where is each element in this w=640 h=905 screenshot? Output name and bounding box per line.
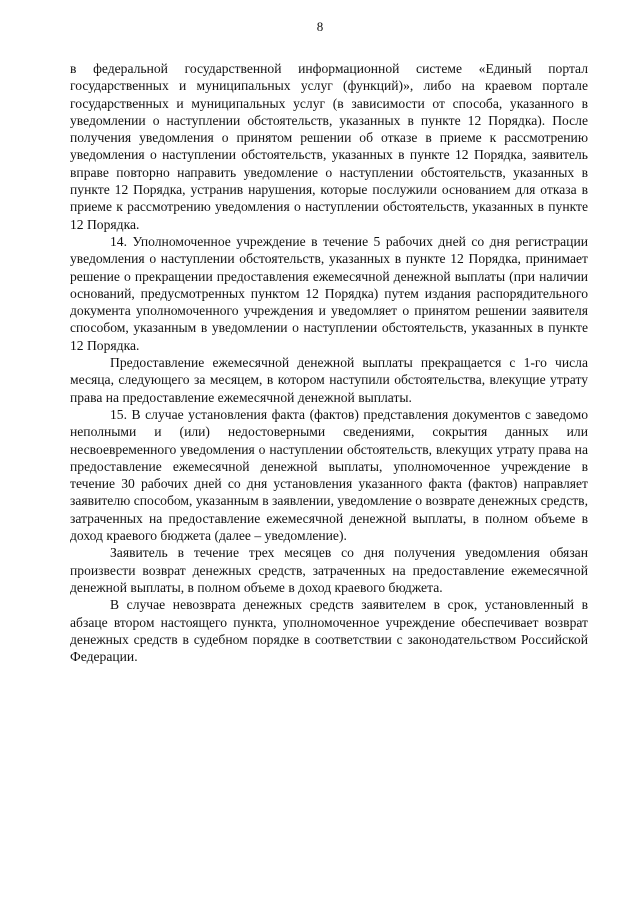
- paragraph-item-14: 14. Уполномоченное учреждение в течение 5 рабочих дней со дня регистрации уведомления о наступлении обстоятельств, указанных в пункте 12 Порядка, принимает решение о прекращении предоставления ежемесячной денежной выплаты (при наличии оснований, предусмотренных пунктом 12 Порядка) путем издания распорядительного документа уполномоченного учреждения и уведомляет о принятом решении заявителя способом, указанным в уведомлении о наступлении обстоятельств, указанных в пункте 12 Порядка.: [70, 233, 588, 353]
- document-body: [70, 60, 588, 665]
- paragraph-continuation: в федеральной государственной информационной системе «Единый портал государственных и муниципальных услуг (функций)», либо на краевом портале государственных и муниципальных услуг (в зависимости от способа, указанного в уведомлении о наступлении обстоятельств, указанных в пункте 12 Порядка). После получения уведомления о принятом решении об отказе в приеме к рассмотрению уведомления о наступлении обстоятельств, указанных в пункте 12 Порядка, заявитель вправе повторно направить уведомление о наступлении обстоятельств, указанных в пункте 12 Порядка, устранив нарушения, которые послужили основанием для отказа в приеме к рассмотрению уведомления о наступлении обстоятельств, указанных в пункте 12 Порядка.: [70, 61, 588, 232]
- page-number: 8: [316, 19, 324, 34]
- paragraph-non-refund: В случае невозврата денежных средств заявителем в срок, установленный в абзаце втором настоящего пункта, уполномоченное учреждение обеспечивает возврат денежных средств в судебном порядке в соответствии с законодательством Российской Федерации.: [70, 597, 588, 665]
- paragraph-item-15: 15. В случае установления факта (фактов) представления документов с заведомо неполными и (или) недостоверными сведениями, сокрытия данных или несвоевременного уведомления о наступлении обстоятельств, влекущих утрату права на предоставление ежемесячной денежной выплаты, уполномоченное учреждение в течение 30 рабочих дней со дня установления указанного факта (фактов) направляет заявителю способом, указанным в заявлении, уведомление о возврате денежных средств, затраченных на предоставление ежемесячной денежной выплаты, в полном объеме в доход краевого бюджета (далее – уведомление).: [70, 406, 588, 544]
- paragraph-refund-obligation: Заявитель в течение трех месяцев со дня получения уведомления обязан произвести возврат денежных средств, затраченных на предоставление ежемесячной денежной выплаты, в полном объеме в доход краевого бюджета.: [70, 545, 588, 595]
- paragraph-termination: Предоставление ежемесячной денежной выплаты прекращается с 1-го числа месяца, следующего за месяцем, в котором наступили обстоятельства, влекущие утрату права на предоставление ежемесячной денежной выплаты.: [70, 355, 588, 405]
